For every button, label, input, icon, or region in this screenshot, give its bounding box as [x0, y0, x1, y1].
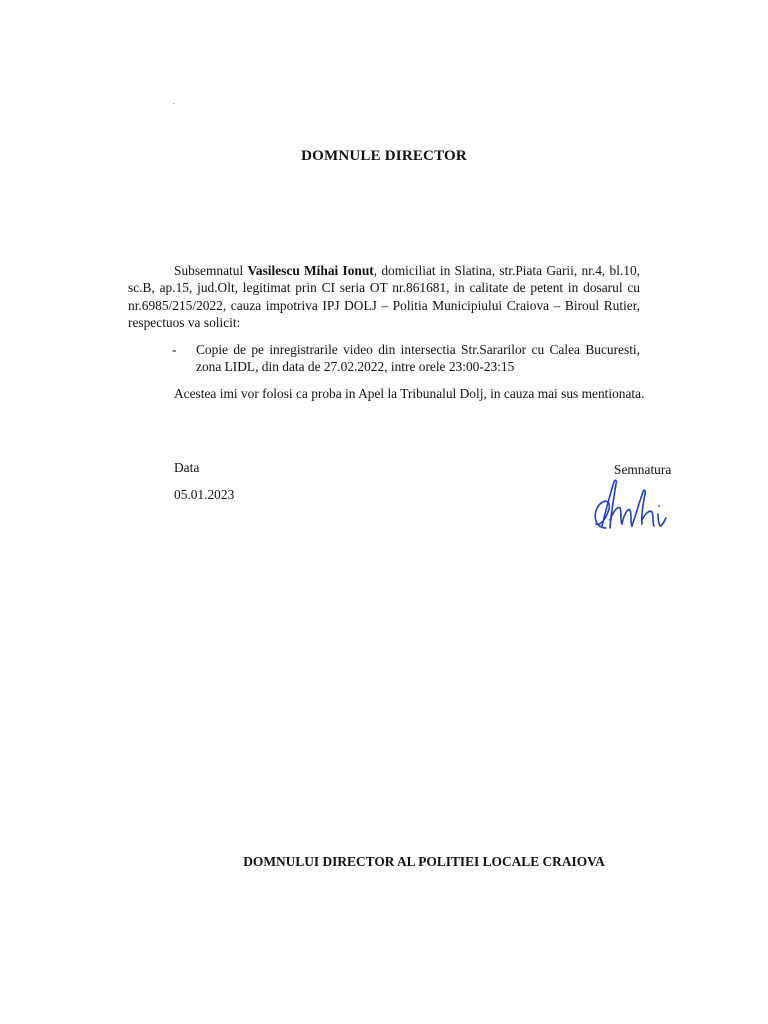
purpose-paragraph: Acestea imi vor folosi ca proba in Apel la Tribunalul Dolj, in cauza mai sus mentionata.: [174, 386, 645, 401]
scan-speck: [173, 103, 175, 104]
handwritten-signature: [586, 470, 670, 534]
signature-label: Semnatura: [614, 462, 672, 477]
document-title: DOMNULE DIRECTOR: [301, 148, 467, 164]
date-label: Data: [174, 460, 200, 475]
paragraph-prefix: Subsemnatul: [174, 263, 248, 278]
date-value: 05.01.2023: [174, 487, 235, 502]
paragraph-rest: , domiciliat in Slatina, str.Piata Garii, nr.4, bl.10, sc.B, ap.15, jud.Olt, legitimat prin CI seria OT nr.861681, in calitate de petent in dosarul cu nr.6985/215/2022, cauza impotriva IPJ DOLJ – Politia Municipiului Craiova – Biroul Rutier, respectuos va solicit:: [128, 263, 641, 331]
request-paragraph: [128, 262, 640, 332]
petitioner-name: Vasilescu Mihai Ionut: [247, 263, 374, 278]
addressee-footer: DOMNULUI DIRECTOR AL POLITIEI LOCALE CRAIOVA: [243, 854, 605, 869]
bullet-item: Copie de pe inregistrarile video din intersectia Str.Sararilor cu Calea Bucuresti, zona LIDL, din data de 27.02.2022, intre orele 23:00-23:15: [196, 342, 640, 375]
bullet-marker: -: [172, 342, 177, 357]
